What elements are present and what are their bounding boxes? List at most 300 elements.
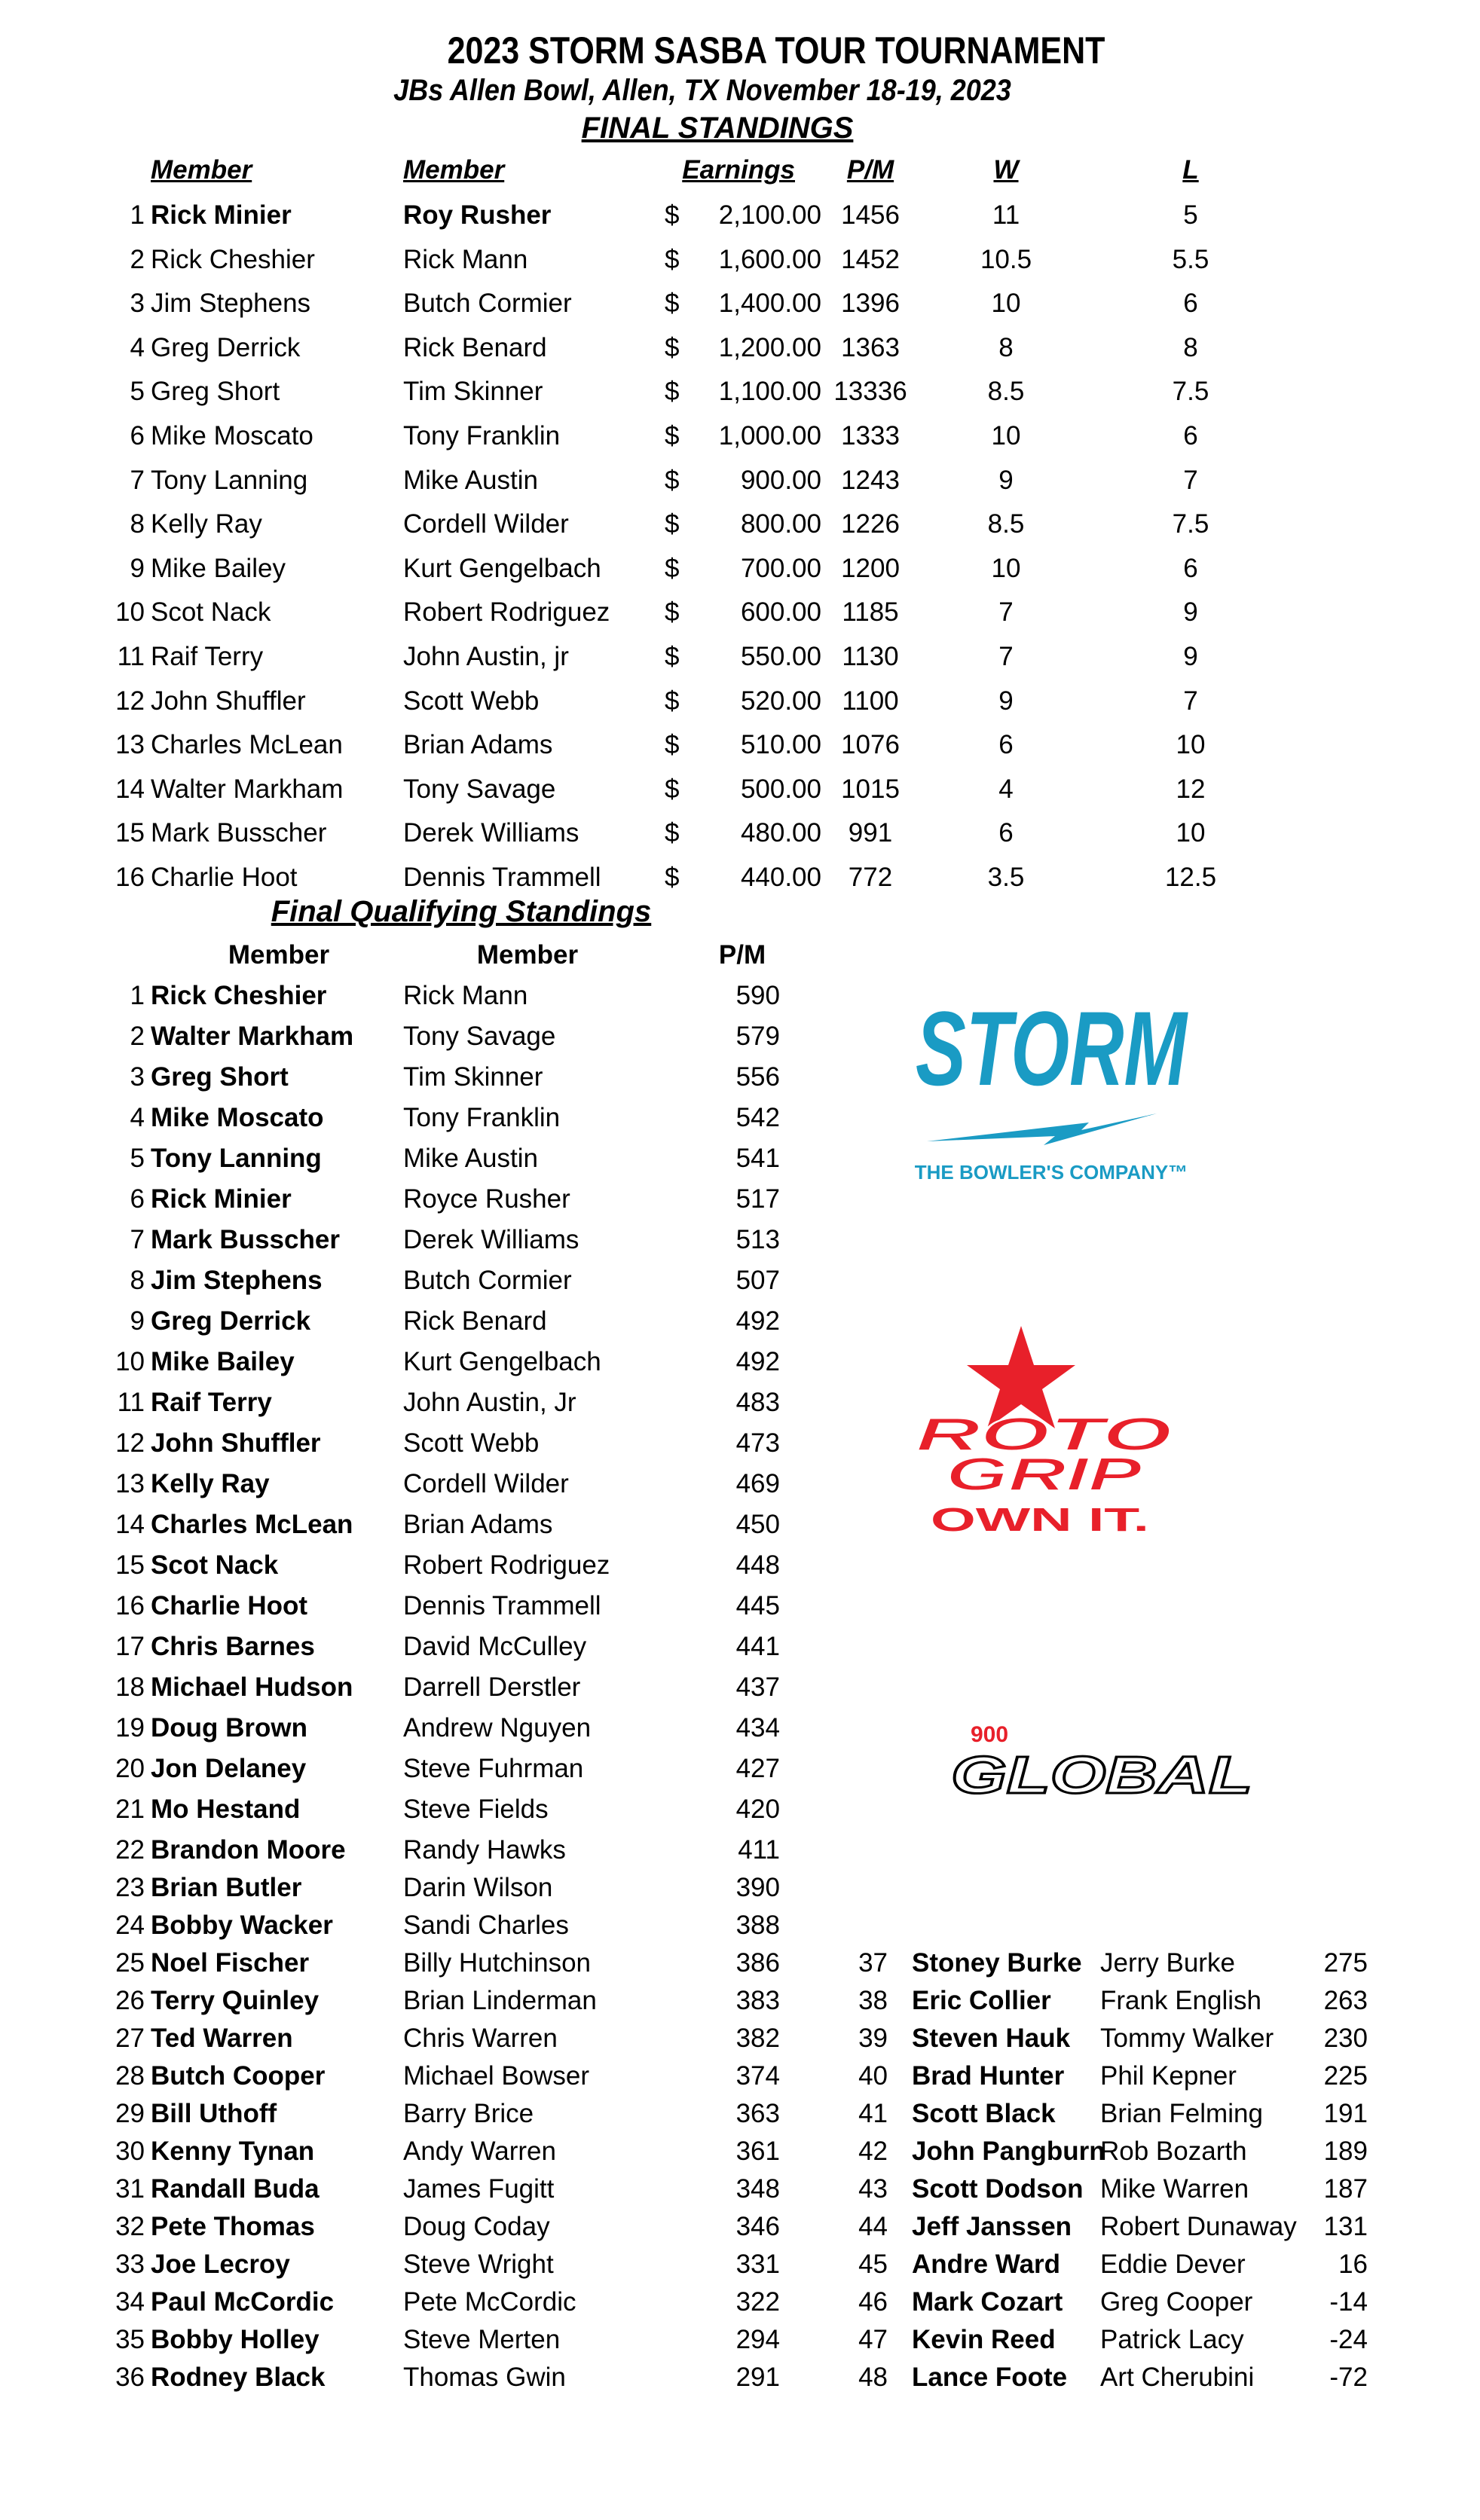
member-2-name: Derek Williams <box>403 818 579 848</box>
q-member-2-name: Sandi Charles <box>403 1911 569 1940</box>
wins: 8.5 <box>987 377 1025 407</box>
pm-value: 13336 <box>833 377 907 407</box>
q-rank: 21 <box>115 1795 145 1824</box>
member-2-name: Brian Adams <box>403 730 553 760</box>
losses: 7.5 <box>1172 377 1209 407</box>
tournament-subtitle: JBs Allen Bowl, Allen, TX November 18-19, 2023 <box>393 74 1011 107</box>
q-rank: 42 <box>858 2137 888 2166</box>
q-member-2-name: Randy Hawks <box>403 1835 566 1865</box>
q-member-2-name: Steve Fields <box>403 1795 549 1824</box>
q-rank: 14 <box>115 1510 145 1539</box>
earnings: 2,100.00 <box>718 200 821 230</box>
q-pm-value: 390 <box>735 1873 780 1902</box>
earnings: 700.00 <box>740 553 821 583</box>
q-member-2-name: Rick Benard <box>403 1306 547 1336</box>
q-member-2-name: Dennis Trammell <box>403 1591 601 1620</box>
q-member-1-name: Rick Cheshier <box>151 981 327 1010</box>
swoosh-icon <box>903 1718 950 1812</box>
q-member-1-name: Greg Short <box>151 1062 289 1092</box>
pm-value: 1185 <box>842 597 899 628</box>
q-rank: 19 <box>115 1713 145 1743</box>
pm-value: 1076 <box>841 730 900 760</box>
currency-symbol: $ <box>665 289 680 319</box>
q-member-2-name: Royce Rusher <box>403 1184 570 1214</box>
q-member-2-name: Tony Savage <box>403 1022 556 1051</box>
currency-symbol: $ <box>665 774 680 804</box>
q-pm-value: 513 <box>735 1225 780 1254</box>
currency-symbol: $ <box>665 509 680 539</box>
member-1-name: Mark Busscher <box>151 818 327 848</box>
q-member-2-name: Eddie Dever <box>1100 2250 1246 2279</box>
tournament-title: 2023 STORM SASBA TOUR TOURNAMENT <box>447 29 1105 72</box>
q-pm-value: 388 <box>735 1911 780 1940</box>
q-member-2-name: David McCulley <box>403 1632 587 1661</box>
losses: 10 <box>1176 730 1206 760</box>
q-member-1-name: Bobby Wacker <box>151 1911 333 1940</box>
member-2-name: Mike Austin <box>403 465 538 495</box>
q-pm-value: 420 <box>735 1795 780 1824</box>
storm-logo-wordmark: STORM <box>916 989 1189 1107</box>
q-pm-value: 263 <box>1323 1986 1368 2015</box>
member-1-name: John Shuffler <box>151 686 306 716</box>
wins: 10 <box>991 421 1021 451</box>
header-pm: P/M <box>846 155 894 185</box>
currency-symbol: $ <box>665 597 680 628</box>
q-member-1-name: Butch Cooper <box>151 2061 326 2091</box>
rank: 16 <box>115 863 145 892</box>
header-w: W <box>993 155 1019 185</box>
q-rank: 2 <box>130 1022 145 1051</box>
q-member-2-name: Frank English <box>1100 1986 1261 2015</box>
losses: 9 <box>1183 642 1198 671</box>
q-member-1-name: Steven Hauk <box>912 2024 1071 2053</box>
q-pm-value: 348 <box>735 2174 780 2204</box>
q-rank: 47 <box>858 2325 888 2354</box>
q-pm-value: 275 <box>1323 1948 1368 1978</box>
q-member-2-name: Mike Austin <box>403 1144 538 1173</box>
q-member-2-name: Tony Franklin <box>403 1103 561 1132</box>
q-member-2-name: Andrew Nguyen <box>403 1713 592 1743</box>
q-pm-value: 492 <box>735 1347 780 1376</box>
q-member-1-name: Mark Busscher <box>151 1225 340 1254</box>
q-pm-value: 427 <box>735 1754 780 1783</box>
q-member-2-name: Billy Hutchinson <box>403 1948 591 1978</box>
losses: 5.5 <box>1172 244 1209 274</box>
losses: 9 <box>1183 597 1198 628</box>
wins: 4 <box>998 774 1014 804</box>
member-2-name: Butch Cormier <box>403 289 572 319</box>
q-member-1-name: Michael Hudson <box>151 1672 353 1702</box>
q-member-1-name: Jeff Janssen <box>912 2212 1072 2241</box>
q-rank: 44 <box>858 2212 888 2241</box>
pm-value: 1456 <box>841 200 900 230</box>
losses: 6 <box>1183 421 1198 451</box>
q-member-1-name: Brian Butler <box>151 1873 302 1902</box>
q-member-2-name: Brian Felming <box>1100 2099 1263 2128</box>
q-rank: 30 <box>115 2137 145 2166</box>
q-member-2-name: Greg Cooper <box>1100 2287 1253 2317</box>
q-member-1-name: Mike Bailey <box>151 1347 295 1376</box>
earnings: 440.00 <box>740 863 821 892</box>
q-member-2-name: Scott Webb <box>403 1428 540 1458</box>
q-rank: 33 <box>115 2250 145 2279</box>
q-rank: 18 <box>115 1672 145 1702</box>
q-member-1-name: Mike Moscato <box>151 1103 324 1132</box>
q-member-1-name: Bobby Holley <box>151 2325 320 2354</box>
rank: 10 <box>115 597 145 628</box>
q-pm-value: 448 <box>735 1550 780 1580</box>
q-member-1-name: Walter Markham <box>151 1022 354 1051</box>
pm-value: 1130 <box>842 642 899 671</box>
q-pm-value: 590 <box>735 981 780 1010</box>
wins: 7 <box>998 597 1014 628</box>
currency-symbol: $ <box>665 377 680 407</box>
currency-symbol: $ <box>665 818 680 848</box>
q-rank: 25 <box>115 1948 145 1978</box>
q-member-1-name: Kevin Reed <box>912 2325 1056 2354</box>
q-member-1-name: Brad Hunter <box>912 2061 1065 2091</box>
currency-symbol: $ <box>665 332 680 362</box>
q-pm-value: 437 <box>735 1672 780 1702</box>
rank: 4 <box>130 332 145 362</box>
q-rank: 36 <box>115 2363 145 2392</box>
q-header-pm: P/M <box>718 940 766 970</box>
q-rank: 35 <box>115 2325 145 2354</box>
member-1-name: Walter Markham <box>151 774 344 804</box>
member-1-name: Scot Nack <box>151 597 271 628</box>
q-member-1-name: Paul McCordic <box>151 2287 335 2317</box>
q-rank: 48 <box>858 2363 888 2392</box>
earnings: 600.00 <box>740 597 821 628</box>
member-2-name: Tony Savage <box>403 774 556 804</box>
q-member-1-name: Greg Derrick <box>151 1306 311 1336</box>
global-900-logo <box>904 1710 1274 1823</box>
global-900-prefix: 900 <box>971 1722 1009 1747</box>
q-rank: 6 <box>130 1184 145 1214</box>
q-pm-value: 225 <box>1323 2061 1368 2091</box>
member-2-name: Rick Benard <box>403 332 547 362</box>
q-rank: 43 <box>858 2174 888 2204</box>
q-member-2-name: Steve Fuhrman <box>403 1754 584 1783</box>
q-rank: 3 <box>130 1062 145 1092</box>
wins: 7 <box>998 642 1014 671</box>
q-rank: 37 <box>858 1948 888 1978</box>
q-member-2-name: Kurt Gengelbach <box>403 1347 601 1376</box>
q-pm-value: 131 <box>1323 2212 1368 2241</box>
currency-symbol: $ <box>665 200 680 230</box>
q-member-2-name: Cordell Wilder <box>403 1469 569 1498</box>
rank: 15 <box>115 818 145 848</box>
pm-value: 1015 <box>841 774 900 804</box>
q-member-1-name: Ted Warren <box>151 2024 293 2053</box>
header-l: L <box>1182 155 1199 185</box>
q-pm-value: 331 <box>735 2250 780 2279</box>
losses: 7 <box>1183 686 1198 716</box>
q-member-1-name: Charles McLean <box>151 1510 353 1539</box>
member-2-name: Tim Skinner <box>403 377 543 407</box>
currency-symbol: $ <box>665 686 680 716</box>
member-2-name: Roy Rusher <box>403 200 552 230</box>
q-member-1-name: John Shuffler <box>151 1428 321 1458</box>
q-member-1-name: Mark Cozart <box>912 2287 1063 2317</box>
final-standings-heading: FINAL STANDINGS <box>581 111 854 145</box>
member-1-name: Kelly Ray <box>151 509 262 539</box>
q-pm-value: 483 <box>735 1388 780 1417</box>
member-1-name: Mike Bailey <box>151 553 286 583</box>
q-pm-value: 469 <box>735 1469 780 1498</box>
earnings: 1,400.00 <box>718 289 821 319</box>
q-rank: 24 <box>115 1911 145 1940</box>
storm-logo <box>893 979 1209 1190</box>
rank: 1 <box>130 200 145 230</box>
member-1-name: Greg Derrick <box>151 332 301 362</box>
q-member-2-name: Doug Coday <box>403 2212 550 2241</box>
q-pm-value: 541 <box>735 1144 780 1173</box>
earnings: 550.00 <box>740 642 821 671</box>
pm-value: 772 <box>848 863 893 892</box>
wins: 10.5 <box>980 244 1032 274</box>
q-member-2-name: Rob Bozarth <box>1100 2137 1247 2166</box>
q-member-1-name: Bill Uthoff <box>151 2099 277 2128</box>
roto-grip-line2: GRIP <box>946 1449 1143 1501</box>
q-member-2-name: Patrick Lacy <box>1100 2325 1244 2354</box>
q-rank: 46 <box>858 2287 888 2317</box>
currency-symbol: $ <box>665 465 680 495</box>
currency-symbol: $ <box>665 421 680 451</box>
storm-logo-tagline: THE BOWLER'S COMPANY™ <box>914 1161 1188 1184</box>
q-rank: 29 <box>115 2099 145 2128</box>
q-pm-value: 383 <box>735 1986 780 2015</box>
member-2-name: Robert Rodriguez <box>403 597 610 628</box>
rank: 5 <box>130 377 145 407</box>
q-member-2-name: Tim Skinner <box>403 1062 543 1092</box>
q-pm-value: 187 <box>1323 2174 1368 2204</box>
q-pm-value: 556 <box>735 1062 780 1092</box>
q-member-1-name: Lance Foote <box>912 2363 1068 2392</box>
rank: 12 <box>115 686 145 716</box>
member-1-name: Raif Terry <box>151 642 264 671</box>
wins: 9 <box>998 686 1014 716</box>
currency-symbol: $ <box>665 642 680 671</box>
header-earnings: Earnings <box>682 155 795 185</box>
currency-symbol: $ <box>665 553 680 583</box>
q-rank: 34 <box>115 2287 145 2317</box>
wins: 6 <box>998 818 1014 848</box>
pm-value: 1243 <box>841 465 900 495</box>
q-member-1-name: Jim Stephens <box>151 1266 323 1295</box>
q-member-2-name: Michael Bowser <box>403 2061 590 2091</box>
roto-grip-line1: ROTO <box>916 1409 1172 1461</box>
header-member-2: Member <box>403 155 505 185</box>
q-member-2-name: James Fugitt <box>403 2174 555 2204</box>
q-member-2-name: Art Cherubini <box>1100 2363 1255 2392</box>
member-1-name: Greg Short <box>151 377 280 407</box>
q-member-2-name: Tommy Walker <box>1100 2024 1274 2053</box>
q-rank: 38 <box>858 1986 888 2015</box>
q-member-1-name: Randall Buda <box>151 2174 320 2204</box>
q-rank: 12 <box>115 1428 145 1458</box>
q-member-1-name: Kenny Tynan <box>151 2137 315 2166</box>
q-pm-value: 441 <box>735 1632 780 1661</box>
q-member-1-name: Doug Brown <box>151 1713 308 1743</box>
q-pm-value: 361 <box>735 2137 780 2166</box>
q-rank: 31 <box>115 2174 145 2204</box>
q-header-member-1: Member <box>228 940 330 970</box>
rank: 3 <box>130 289 145 319</box>
member-2-name: Kurt Gengelbach <box>403 553 601 583</box>
rank: 13 <box>115 730 145 760</box>
q-member-1-name: John Pangburn <box>912 2137 1105 2166</box>
q-pm-value: -72 <box>1329 2363 1368 2392</box>
q-member-2-name: Rick Mann <box>403 981 528 1010</box>
earnings: 1,000.00 <box>718 421 821 451</box>
earnings: 900.00 <box>740 465 821 495</box>
q-member-1-name: Andre Ward <box>912 2250 1061 2279</box>
q-pm-value: 230 <box>1323 2024 1368 2053</box>
q-pm-value: 291 <box>735 2363 780 2392</box>
wins: 10 <box>991 289 1021 319</box>
q-pm-value: 16 <box>1338 2250 1368 2279</box>
rank: 11 <box>117 642 145 671</box>
member-1-name: Jim Stephens <box>151 289 311 319</box>
q-rank: 40 <box>858 2061 888 2091</box>
q-member-2-name: Robert Rodriguez <box>403 1550 610 1580</box>
q-member-2-name: Chris Warren <box>403 2024 558 2053</box>
q-member-1-name: Pete Thomas <box>151 2212 315 2241</box>
q-pm-value: 386 <box>735 1948 780 1978</box>
q-pm-value: -24 <box>1329 2325 1368 2354</box>
roto-grip-logo <box>916 1326 1206 1544</box>
q-member-2-name: John Austin, Jr <box>403 1388 576 1417</box>
wins: 8.5 <box>987 509 1025 539</box>
q-pm-value: 411 <box>738 1835 780 1865</box>
q-member-1-name: Rodney Black <box>151 2363 326 2392</box>
losses: 7 <box>1183 465 1198 495</box>
roto-grip-tagline: OWN IT. <box>931 1501 1149 1538</box>
q-member-1-name: Scot Nack <box>151 1550 279 1580</box>
q-member-2-name: Derek Williams <box>403 1225 579 1254</box>
q-rank: 8 <box>130 1266 145 1295</box>
q-member-2-name: Robert Dunaway <box>1100 2212 1297 2241</box>
q-pm-value: 322 <box>735 2287 780 2317</box>
q-member-2-name: Phil Kepner <box>1100 2061 1237 2091</box>
q-rank: 41 <box>858 2099 888 2128</box>
member-1-name: Charlie Hoot <box>151 863 298 892</box>
q-member-2-name: Butch Cormier <box>403 1266 572 1295</box>
q-rank: 39 <box>858 2024 888 2053</box>
q-member-2-name: Steve Wright <box>403 2250 554 2279</box>
q-member-2-name: Darin Wilson <box>403 1873 553 1902</box>
lightning-bolt-icon <box>927 1113 1157 1145</box>
losses: 5 <box>1183 200 1198 230</box>
q-pm-value: 191 <box>1323 2099 1368 2128</box>
rank: 2 <box>130 244 145 274</box>
losses: 6 <box>1183 289 1198 319</box>
losses: 10 <box>1176 818 1206 848</box>
losses: 12 <box>1176 774 1206 804</box>
earnings: 480.00 <box>740 818 821 848</box>
rank: 14 <box>115 774 145 804</box>
q-rank: 17 <box>115 1632 145 1661</box>
q-rank: 7 <box>130 1225 145 1254</box>
q-rank: 27 <box>115 2024 145 2053</box>
q-member-1-name: Scott Black <box>912 2099 1056 2128</box>
member-1-name: Rick Cheshier <box>151 244 315 274</box>
q-member-2-name: Thomas Gwin <box>403 2363 566 2392</box>
earnings: 1,200.00 <box>718 332 821 362</box>
member-2-name: Scott Webb <box>403 686 540 716</box>
q-rank: 5 <box>130 1144 145 1173</box>
q-member-2-name: Jerry Burke <box>1100 1948 1235 1978</box>
rank: 8 <box>130 509 145 539</box>
wins: 3.5 <box>987 863 1025 892</box>
wins: 6 <box>998 730 1014 760</box>
losses: 8 <box>1183 332 1198 362</box>
losses: 7.5 <box>1172 509 1209 539</box>
pm-value: 1200 <box>841 553 900 583</box>
q-member-1-name: Kelly Ray <box>151 1469 270 1498</box>
q-pm-value: 492 <box>735 1306 780 1336</box>
q-rank: 45 <box>858 2250 888 2279</box>
q-rank: 1 <box>130 981 145 1010</box>
q-member-2-name: Brian Linderman <box>403 1986 597 2015</box>
q-member-1-name: Mo Hestand <box>151 1795 301 1824</box>
earnings: 800.00 <box>740 509 821 539</box>
q-rank: 11 <box>117 1388 145 1417</box>
q-member-1-name: Charlie Hoot <box>151 1591 308 1620</box>
currency-symbol: $ <box>665 730 680 760</box>
earnings: 1,600.00 <box>718 244 821 274</box>
q-member-1-name: Tony Lanning <box>151 1144 322 1173</box>
q-pm-value: 542 <box>735 1103 780 1132</box>
q-pm-value: 507 <box>735 1266 780 1295</box>
q-pm-value: 363 <box>735 2099 780 2128</box>
q-member-2-name: Pete McCordic <box>403 2287 576 2317</box>
q-rank: 32 <box>115 2212 145 2241</box>
q-pm-value: 579 <box>735 1022 780 1051</box>
pm-value: 1226 <box>841 509 900 539</box>
q-pm-value: 434 <box>735 1713 780 1743</box>
member-1-name: Charles McLean <box>151 730 343 760</box>
wins: 11 <box>992 200 1020 230</box>
pm-value: 991 <box>848 818 893 848</box>
q-rank: 16 <box>115 1591 145 1620</box>
global-900-wordmark: GLOBAL <box>951 1746 1252 1804</box>
losses: 6 <box>1183 553 1198 583</box>
q-header-member-2: Member <box>476 940 579 970</box>
q-member-2-name: Steve Merten <box>403 2325 561 2354</box>
member-2-name: Dennis Trammell <box>403 863 601 892</box>
q-member-2-name: Andy Warren <box>403 2137 556 2166</box>
q-rank: 15 <box>115 1550 145 1580</box>
q-pm-value: 189 <box>1323 2137 1368 2166</box>
pm-value: 1452 <box>841 244 900 274</box>
wins: 8 <box>998 332 1014 362</box>
member-1-name: Tony Lanning <box>151 465 308 495</box>
q-pm-value: 374 <box>735 2061 780 2091</box>
earnings: 520.00 <box>740 686 821 716</box>
member-2-name: Rick Mann <box>403 244 528 274</box>
qualifying-standings-heading: Final Qualifying Standings <box>271 895 652 928</box>
q-rank: 23 <box>115 1873 145 1902</box>
q-member-2-name: Darrell Derstler <box>403 1672 581 1702</box>
q-member-1-name: Eric Collier <box>912 1986 1051 2015</box>
earnings: 510.00 <box>740 730 821 760</box>
q-pm-value: 346 <box>735 2212 780 2241</box>
q-member-1-name: Noel Fischer <box>151 1948 310 1978</box>
q-pm-value: 294 <box>735 2325 780 2354</box>
earnings: 1,100.00 <box>718 377 821 407</box>
